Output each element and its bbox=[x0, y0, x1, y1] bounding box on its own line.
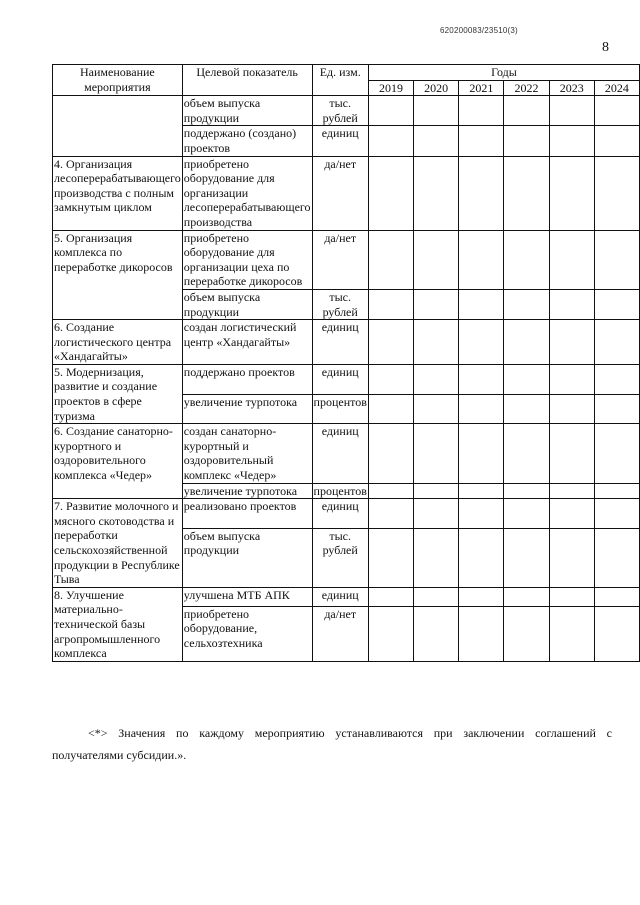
action-cell: 7. Развитие молочного и мясного скотоводства и переработки сельскохозяйственной продукции в Республике Тыва bbox=[53, 499, 183, 588]
indicator-cell: поддержано проектов bbox=[182, 364, 312, 394]
indicator-cell: приобретено оборудование для организации цеха по переработке дикоросов bbox=[182, 230, 312, 289]
footnote: <*> Значения по каждому мероприятию устанавливаются при заключении соглашений с получателями субсидии.». bbox=[52, 726, 612, 762]
unit-cell: тыс. рублей bbox=[312, 289, 368, 319]
header-years-group: Годы bbox=[368, 65, 639, 81]
unit-cell: процентов bbox=[313, 483, 367, 498]
header-action: Наименование мероприятия bbox=[53, 65, 183, 96]
unit-cell: да/нет bbox=[312, 606, 368, 661]
header-year: 2022 bbox=[504, 80, 549, 96]
indicator-cell: создан логистический центр «Хандагайты» bbox=[182, 320, 312, 365]
action-cell: 6. Создание санаторно-курортного и оздоровительного комплекса «Чедер» bbox=[53, 424, 183, 499]
unit-cell: тыс. рублей bbox=[312, 528, 368, 587]
header-year: 2023 bbox=[549, 80, 594, 96]
indicator-cell: объем выпуска продукции bbox=[182, 96, 312, 126]
unit-cell: единиц bbox=[312, 499, 368, 529]
unit-cell: единиц bbox=[312, 587, 368, 606]
indicator-cell: реализовано проектов bbox=[182, 499, 312, 529]
action-cell-continued bbox=[53, 96, 183, 156]
action-cell: 5. Организация комплекса по переработке дикоросов bbox=[53, 230, 183, 320]
indicator-cell: объем выпуска продукции bbox=[182, 289, 312, 319]
indicator-cell: улучшена МТБ АПК bbox=[182, 587, 312, 606]
action-cell: 6. Создание логистического центра «Хандагайты» bbox=[53, 320, 183, 365]
table-row bbox=[53, 156, 640, 230]
unit-cell: да/нет bbox=[312, 156, 368, 230]
table-row bbox=[53, 364, 640, 394]
table-row bbox=[53, 320, 640, 365]
table-row bbox=[53, 424, 640, 483]
header-row bbox=[53, 65, 640, 81]
unit-cell: процентов bbox=[312, 394, 368, 424]
table-row bbox=[53, 499, 640, 529]
unit-cell: единиц bbox=[312, 126, 368, 156]
unit-cell: единиц bbox=[312, 320, 368, 365]
indicator-cell: приобретено оборудование, сельхозтехника bbox=[182, 606, 312, 661]
action-cell: 8. Улучшение материально-технической базы агропромышленного комплекса bbox=[53, 587, 183, 661]
action-cell: 5. Модернизация, развитие и создание проектов в сфере туризма bbox=[53, 364, 183, 423]
indicator-cell: увеличение турпотока bbox=[182, 394, 312, 424]
table-row bbox=[53, 230, 640, 289]
header-year: 2024 bbox=[594, 80, 639, 96]
indicator-cell: создан санаторно-курортный и оздоровительный комплекс «Чедер» bbox=[182, 424, 312, 483]
unit-cell: тыс. рублей bbox=[312, 96, 368, 126]
header-year: 2019 bbox=[368, 80, 413, 96]
table-row bbox=[53, 587, 640, 606]
indicator-cell: объем выпуска продукции bbox=[182, 528, 312, 587]
table-row bbox=[53, 96, 640, 126]
page-number: 8 bbox=[602, 40, 609, 55]
unit-cell: единиц bbox=[312, 424, 368, 483]
header-indicator: Целевой показатель bbox=[182, 65, 312, 96]
header-year: 2020 bbox=[414, 80, 459, 96]
indicator-cell: поддержано (создано) проектов bbox=[182, 126, 312, 156]
header-unit: Ед. изм. bbox=[312, 65, 368, 96]
action-cell: 4. Организация лесоперерабатывающего производства с полным замкнутым циклом bbox=[53, 156, 183, 230]
document-code: 620200083/23510(3) bbox=[440, 26, 518, 35]
unit-cell: единиц bbox=[312, 364, 368, 394]
indicators-table bbox=[52, 64, 640, 662]
indicator-cell: увеличение турпотока bbox=[182, 483, 312, 499]
indicator-cell: приобретено оборудование для организации лесоперерабатывающего производства bbox=[183, 156, 311, 229]
header-year: 2021 bbox=[459, 80, 504, 96]
unit-cell: да/нет bbox=[312, 230, 368, 289]
